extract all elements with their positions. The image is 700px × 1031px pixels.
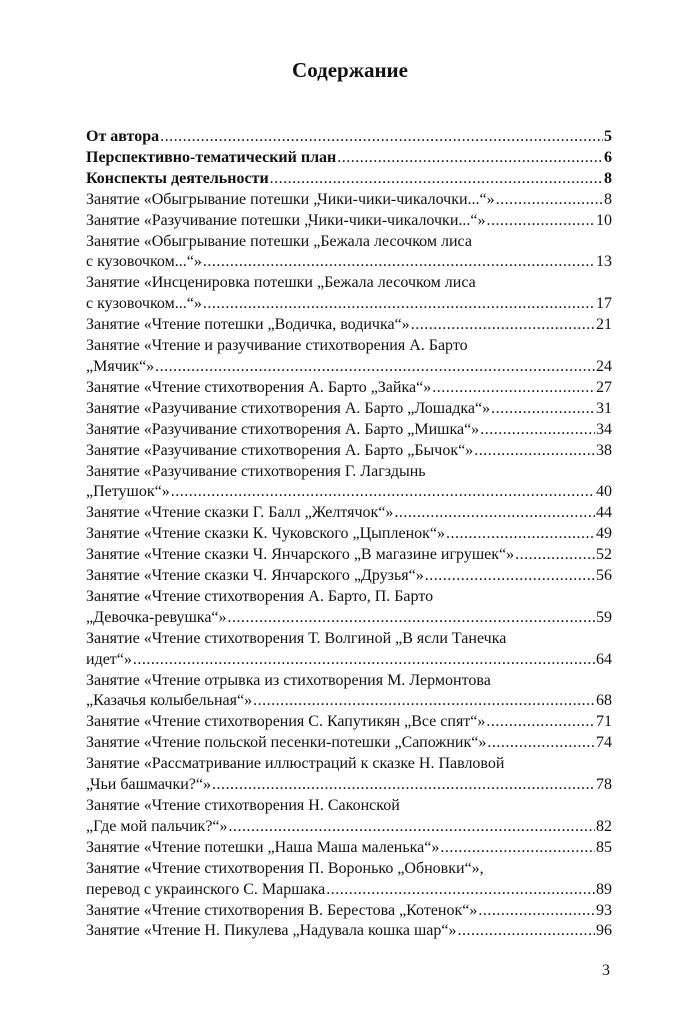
toc-entry-line <box>86 901 612 922</box>
toc-entry-text: Конспекты деятельности <box>86 169 269 187</box>
toc-entry-line <box>86 880 612 901</box>
table-of-contents <box>86 127 612 942</box>
toc-entry-line <box>86 545 612 566</box>
toc-entry-text: Занятие «Обыгрывание потешки „Чики-чики-чикалочки...“» <box>86 190 495 208</box>
toc-entry-line <box>86 315 612 336</box>
dot-leader <box>203 252 595 273</box>
toc-entry <box>86 273 612 315</box>
toc-entry-text: Занятие «Разучивание стихотворения А. Барто „Мишка“» <box>86 420 480 438</box>
toc-entry <box>86 127 612 148</box>
toc-entry <box>86 336 612 378</box>
toc-entry-line <box>86 691 612 712</box>
dot-leader <box>432 378 595 399</box>
dot-leader <box>171 482 595 503</box>
dot-leader <box>394 503 595 524</box>
toc-entry <box>86 399 612 420</box>
toc-entry <box>86 859 612 901</box>
toc-entry <box>86 503 612 524</box>
toc-entry-text: Перспективно-тематический план <box>86 148 337 166</box>
toc-entry-text: „Девочка-ревушка“» <box>86 608 227 626</box>
dot-leader <box>425 566 595 587</box>
page-title: Содержание <box>292 58 408 82</box>
toc-page-number: 21 <box>596 316 612 334</box>
toc-page-number: 74 <box>596 734 612 752</box>
toc-entry-line <box>86 190 612 211</box>
toc-entry <box>86 754 612 796</box>
toc-entry <box>86 838 612 859</box>
toc-entry-text: „Чьи башмачки?“» <box>86 776 211 794</box>
toc-page-number: 56 <box>596 567 612 585</box>
toc-entry-text: Занятие «Чтение потешки „Наша Маша маленька“» <box>86 838 440 856</box>
dot-leader <box>486 712 595 733</box>
toc-page-number: 85 <box>596 838 612 856</box>
toc-page-number: 78 <box>596 776 612 794</box>
toc-page-number: 24 <box>596 357 612 375</box>
toc-entry-text: Занятие «Рассматривание иллюстраций к сказке Н. Павловой <box>86 755 505 773</box>
toc-entry-text: Занятие «Чтение стихотворения С. Капутикян „Все спят“» <box>86 713 486 731</box>
toc-entry-text: идет“» <box>86 650 132 668</box>
toc-entry <box>86 211 612 232</box>
toc-entry-line <box>86 524 612 545</box>
toc-entry <box>86 796 612 838</box>
toc-entry <box>86 441 612 462</box>
toc-entry-text: Занятие «Чтение стихотворения А. Барто, П. Барто <box>86 587 434 605</box>
toc-entry-line <box>86 399 612 420</box>
toc-entry-text: Занятие «Чтение и разучивание стихотворения А. Барто <box>86 337 468 355</box>
toc-entry <box>86 462 612 504</box>
toc-entry-text: с кузовочком...“» <box>86 253 202 271</box>
toc-entry-text: Занятие «Чтение отрывка из стихотворения М. Лермонтова <box>86 671 491 689</box>
toc-entry <box>86 545 612 566</box>
toc-page-number: 93 <box>596 901 612 919</box>
dot-leader <box>212 775 595 796</box>
toc-entry-text: Занятие «Чтение Н. Пикулева „Надувала кошка шар“» <box>86 922 457 940</box>
dot-leader <box>270 169 603 190</box>
toc-entry <box>86 587 612 629</box>
toc-entry-line <box>86 441 612 462</box>
dot-leader <box>155 357 595 378</box>
toc-entry-text: Занятие «Обыгрывание потешки „Бежала лесочком лиса <box>86 232 472 250</box>
toc-page-number: 44 <box>596 504 612 522</box>
toc-page-number: 38 <box>596 441 612 459</box>
toc-entry <box>86 921 612 942</box>
toc-entry-line <box>86 252 612 273</box>
toc-entry <box>86 378 612 399</box>
toc-page-number: 89 <box>596 880 612 898</box>
toc-entry-line <box>86 566 612 587</box>
toc-entry-text: Занятие «Инсценировка потешки „Бежала лесочком лиса <box>86 274 476 292</box>
dot-leader <box>326 880 595 901</box>
toc-entry-text: Занятие «Разучивание потешки „Чики-чики-чикалочки...“» <box>86 211 486 229</box>
toc-entry-line <box>86 420 612 441</box>
toc-entry <box>86 420 612 441</box>
toc-page-number: 27 <box>596 378 612 396</box>
dot-leader <box>133 650 595 671</box>
dot-leader <box>160 127 603 148</box>
toc-entry-text: „Петушок“» <box>86 483 170 501</box>
toc-entry-line <box>86 294 612 315</box>
toc-page-number: 68 <box>596 692 612 710</box>
toc-entry-line <box>86 650 612 671</box>
toc-page-number: 52 <box>596 546 612 564</box>
toc-entry-line <box>86 817 612 838</box>
page-number: 3 <box>602 962 610 979</box>
toc-entry <box>86 671 612 713</box>
toc-entry-text: Занятие «Чтение стихотворения А. Барто „Зайка“» <box>86 378 432 396</box>
toc-page-number: 64 <box>596 650 612 668</box>
dot-leader <box>496 190 603 211</box>
toc-page-number: 13 <box>596 253 612 271</box>
toc-entry-text: Занятие «Чтение стихотворения Н. Саконской <box>86 797 400 814</box>
toc-entry <box>86 524 612 545</box>
toc-page-number: 8 <box>604 169 612 187</box>
toc-entry-text: Занятие «Чтение стихотворения П. Воронько „Обновки“», <box>86 859 484 877</box>
toc-entry-text: Занятие «Чтение сказки К. Чуковского „Цыпленок“» <box>86 525 446 543</box>
toc-entry-line <box>86 211 612 232</box>
toc-entry-text: Занятие «Разучивание стихотворения А. Барто „Бычок“» <box>86 441 474 459</box>
dot-leader <box>474 441 595 462</box>
toc-entry-text: Занятие «Чтение стихотворения Т. Волгиной „В ясли Танечка <box>86 629 507 647</box>
dot-leader <box>411 315 595 336</box>
toc-entry-text: с кузовочком...“» <box>86 295 202 313</box>
dot-leader <box>487 211 596 232</box>
toc-entry-text: Занятие «Чтение сказки Г. Балл „Желтячок“» <box>86 504 394 522</box>
dot-leader <box>478 901 595 922</box>
toc-entry-text: Занятие «Чтение сказки Ч. Янчарского „Друзья“» <box>86 567 424 585</box>
toc-entry <box>86 169 612 190</box>
toc-page-number: 40 <box>596 483 612 501</box>
toc-entry-line <box>86 357 612 378</box>
toc-entry-line <box>86 712 612 733</box>
dot-leader <box>457 921 595 942</box>
toc-page-number: 8 <box>604 190 612 208</box>
toc-page-number: 71 <box>596 713 612 731</box>
dot-leader <box>446 524 595 545</box>
toc-entry-text: От автора <box>86 128 160 145</box>
dot-leader <box>480 420 595 441</box>
toc-entry-text: Занятие «Разучивание стихотворения А. Барто „Лошадка“» <box>86 399 491 417</box>
toc-entry <box>86 190 612 211</box>
toc-entry-line <box>86 838 612 859</box>
toc-entry-line <box>86 127 612 148</box>
toc-entry-text: Занятие «Чтение потешки „Водичка, водичка“» <box>86 316 410 334</box>
toc-entry-line <box>86 733 612 754</box>
toc-page-number: 31 <box>596 399 612 417</box>
toc-entry-line <box>86 503 612 524</box>
toc-entry-line <box>86 608 612 629</box>
toc-entry-text: Занятие «Чтение польской песенки-потешки „Сапожник“» <box>86 734 487 752</box>
toc-entry-text: „Где мой пальчик?“» <box>86 817 228 835</box>
toc-entry-text: „Казачья колыбельная“» <box>86 692 253 710</box>
toc-page-number: 49 <box>596 525 612 543</box>
toc-entry <box>86 232 612 274</box>
toc-entry-line <box>86 775 612 796</box>
toc-page-number: 17 <box>596 295 612 313</box>
toc-page-number: 5 <box>604 128 612 145</box>
dot-leader <box>228 608 595 629</box>
dot-leader <box>229 817 595 838</box>
dot-leader <box>515 545 595 566</box>
toc-page-number: 10 <box>596 211 612 229</box>
dot-leader <box>203 294 595 315</box>
toc-entry <box>86 901 612 922</box>
toc-entry <box>86 712 612 733</box>
toc-entry-line <box>86 921 612 942</box>
dot-leader <box>491 399 595 420</box>
toc-entry-text: Занятие «Чтение стихотворения В. Берестова „Котенок“» <box>86 901 478 919</box>
dot-leader <box>440 838 595 859</box>
toc-entry <box>86 148 612 169</box>
toc-page-number: 96 <box>596 922 612 940</box>
dot-leader <box>337 148 603 169</box>
toc-entry <box>86 315 612 336</box>
toc-entry-text: Занятие «Разучивание стихотворения Г. Лагздынь <box>86 462 426 480</box>
toc-entry-line <box>86 482 612 503</box>
toc-entry-text: Занятие «Чтение сказки Ч. Янчарского „В магазине игрушек“» <box>86 546 515 564</box>
toc-page-number: 82 <box>596 817 612 835</box>
toc-entry <box>86 566 612 587</box>
dot-leader <box>487 733 595 754</box>
toc-entry-line <box>86 169 612 190</box>
toc-entry <box>86 629 612 671</box>
toc-entry <box>86 733 612 754</box>
dot-leader <box>253 691 595 712</box>
toc-entry-text: перевод с украинского С. Маршака <box>86 880 326 898</box>
toc-entry-line <box>86 378 612 399</box>
toc-page-number: 6 <box>604 148 612 166</box>
toc-page-number: 34 <box>596 420 612 438</box>
toc-page-number: 59 <box>596 608 612 626</box>
toc-entry-line <box>86 148 612 169</box>
toc-entry-text: „Мячик“» <box>86 357 155 375</box>
